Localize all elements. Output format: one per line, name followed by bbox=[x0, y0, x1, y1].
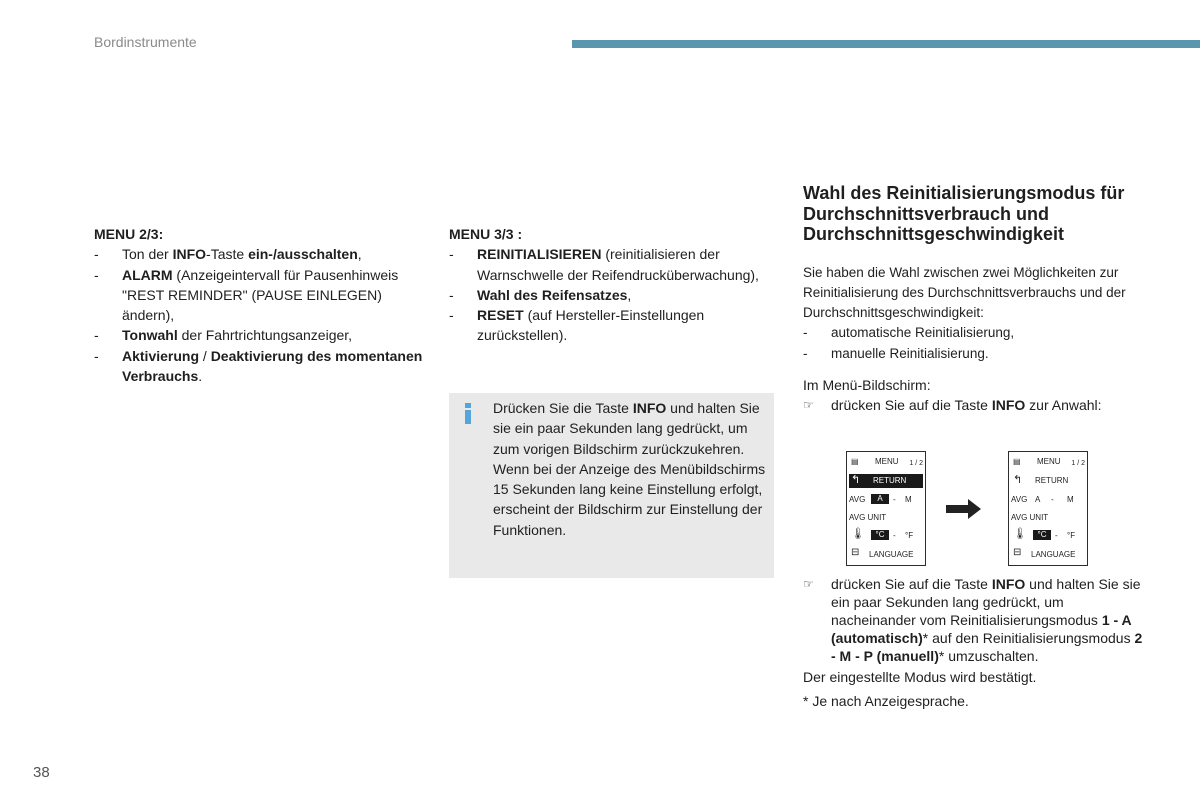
list-item: - manuelle Reinitialisierung. bbox=[803, 344, 1143, 364]
reset-options-list bbox=[803, 323, 1143, 364]
language-icon: ⊟ bbox=[851, 547, 860, 558]
reset-mode-steps bbox=[803, 575, 1143, 712]
display-screen-before bbox=[846, 451, 926, 566]
menu-row: ▤ MENU 1 / 2 bbox=[851, 457, 923, 467]
menu-row: ▤ MENU 1 / 2 bbox=[1013, 457, 1085, 467]
section-title: Bordinstrumente bbox=[94, 34, 197, 50]
list-item: - REINITIALISIEREN (reinitialisieren der Warnschwelle der Reifendrucküberwachung), bbox=[449, 244, 769, 285]
list-item: - Ton der INFO-Taste ein-/ausschalten, bbox=[94, 244, 424, 264]
menu-icon: ▤ bbox=[1013, 457, 1021, 466]
thermometer-icon: 🌡 bbox=[1013, 528, 1027, 540]
list-item: - ALARM (Anzeigeintervall für Pausenhinweis "REST REMINDER" (PAUSE EINLEGEN) ändern), bbox=[94, 265, 424, 326]
menu-3-column bbox=[449, 224, 769, 346]
avg-unit-row: AVG UNIT bbox=[1011, 513, 1049, 522]
avg-row: AVG A - M bbox=[849, 494, 912, 504]
menu-3-heading: MENU 3/3 : bbox=[449, 226, 523, 242]
step-2: ☞ drücken Sie auf die Taste INFO und halten Sie sie ein paar Sekunden lang gedrückt, um nacheinander vom Reinitialisierungsmodus 1 - A (automatisch)* auf den Reinitialisierungsmodus 2 - M - P (manuell)* umzuschalten. bbox=[803, 576, 1143, 664]
reset-mode-column bbox=[803, 183, 1143, 416]
avg-unit-row: AVG UNIT bbox=[849, 513, 887, 522]
page-number: 38 bbox=[33, 764, 50, 781]
finger-pointer-icon: ☞ bbox=[803, 398, 814, 413]
header-bar bbox=[572, 40, 1200, 48]
info-text: Drücken Sie die Taste INFO und halten Sie sie ein paar Sekunden lang gedrückt, um zum vorigen Bildschirm zurückzukehren. Wenn bei der Anzeige des Menübildschirms 15 Sekunden lang keine Einstellung erfolgt, erscheint der Bildschirm zur Einstellung der Funktionen. bbox=[493, 400, 766, 538]
step-1: ☞ drücken Sie auf die Taste INFO zur Anwahl: bbox=[803, 395, 1143, 415]
avg-row: AVG A - M bbox=[1011, 495, 1074, 504]
display-screen-after bbox=[1008, 451, 1088, 566]
confirm-text: Der eingestellte Modus wird bestätigt. bbox=[803, 669, 1037, 685]
return-arrow-icon: ↰ bbox=[851, 474, 861, 486]
reset-mode-intro: Sie haben die Wahl zwischen zwei Möglichkeiten zur Reinitialisierung des Durchschnittsverbrauchs und der Durchschnittsgeschwindigkeit: bbox=[803, 264, 1126, 321]
list-item: - Aktivierung / Deaktivierung des momentanen Verbrauchs. bbox=[94, 346, 424, 387]
language-icon: ⊟ bbox=[1013, 547, 1022, 558]
list-item: - RESET (auf Hersteller-Einstellungen zurückstellen). bbox=[449, 305, 769, 346]
menu-icon: ▤ bbox=[851, 457, 859, 466]
arrow-right-icon bbox=[946, 498, 982, 520]
info-icon bbox=[465, 403, 471, 423]
menu-3-list bbox=[449, 244, 769, 345]
language-row: ⊟ LANGUAGE bbox=[851, 547, 914, 559]
footnote: * Je nach Anzeigesprache. bbox=[803, 693, 969, 710]
list-item: - Tonwahl der Fahrtrichtungsanzeiger, bbox=[94, 325, 424, 345]
return-row: ↰ RETURN bbox=[1013, 474, 1069, 486]
return-arrow-icon: ↰ bbox=[1013, 474, 1023, 486]
temp-row: 🌡 °C - °F bbox=[1013, 528, 1076, 540]
return-row: ↰ RETURN bbox=[849, 474, 923, 488]
reset-mode-title: Wahl des Reinitialisierungsmodus für Durchschnittsverbrauch und Durchschnittsgeschwindigkeit bbox=[803, 183, 1125, 244]
menu-screen-label: Im Menü-Bildschirm: bbox=[803, 376, 931, 393]
finger-pointer-icon: ☞ bbox=[803, 577, 814, 591]
menu-2-column bbox=[94, 224, 424, 386]
language-row: ⊟ LANGUAGE bbox=[1013, 547, 1076, 559]
temp-row: 🌡 °C - °F bbox=[851, 528, 914, 540]
thermometer-icon: 🌡 bbox=[851, 528, 865, 540]
list-item: - automatische Reinitialisierung, bbox=[803, 323, 1143, 343]
menu-2-heading: MENU 2/3: bbox=[94, 226, 164, 242]
list-item: - Wahl des Reifensatzes, bbox=[449, 285, 769, 305]
menu-2-list bbox=[94, 244, 424, 386]
info-box bbox=[449, 393, 774, 578]
